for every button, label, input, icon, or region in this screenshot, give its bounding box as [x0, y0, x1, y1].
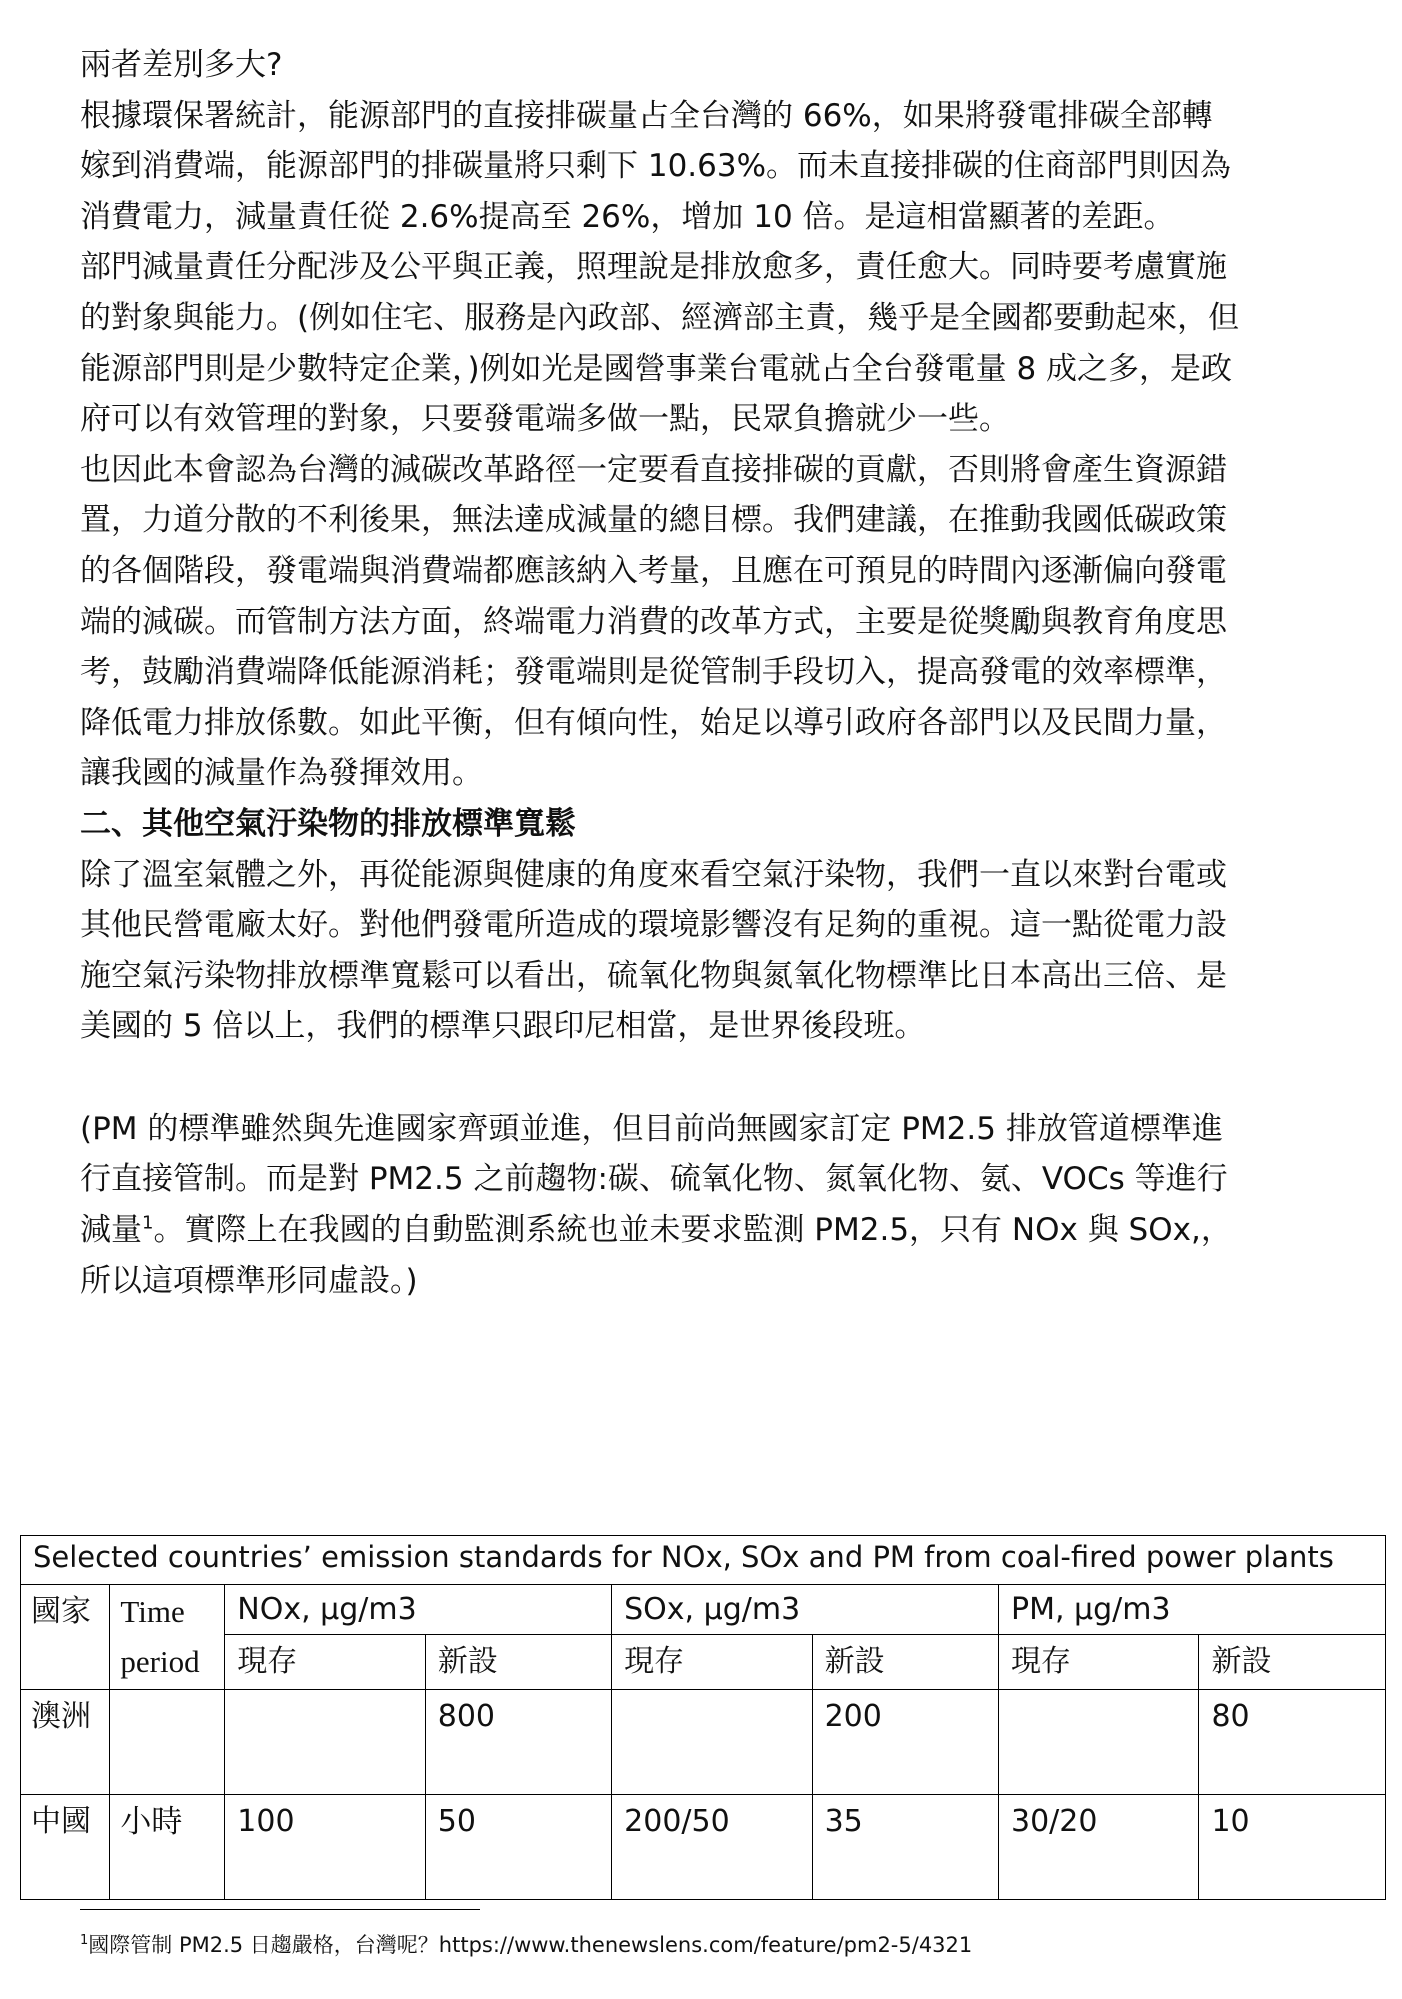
table-row [21, 1795, 1386, 1900]
table-row [21, 1690, 1386, 1795]
subheader-nox-existing: 現存 [225, 1635, 425, 1690]
footnote-divider [80, 1909, 480, 1910]
column-group-sox: SOx, µg/m3 [612, 1585, 999, 1635]
cell-pm-new: 10 [1199, 1795, 1386, 1900]
cell-period: 小時 [110, 1795, 225, 1900]
paragraph-statistics: 根據環保署統計，能源部門的直接排碳量占全台灣的 66%，如果將發電排碳全部轉嫁到消費端，能源部門的排碳量將只剩下 10.63%。而未直接排碳的住商部門則因為消費電力，減量責任從 2.6%提高至 26%，增加 10 倍。是這相當顯著的差距。 [80, 97, 1232, 235]
footnote-text[interactable]: 國際管制 PM2.5 日趨嚴格，台灣呢？https://www.thenewslens.com/feature/pm2-5/4321 [88, 1933, 973, 1957]
pm-note-part1: (PM 的標準雖然與先進國家齊頭並進，但目前尚無國家訂定 PM2.5 排放管道標準進行直接管制。而是對 PM2.5 之前趨物:碳、硫氧化物、氮氧化物、氨、VOCs 等進行減量 [80, 1110, 1228, 1249]
cell-sox-new: 35 [812, 1795, 998, 1900]
emission-standards-table [20, 1535, 1386, 1900]
section-heading: 二、其他空氣汙染物的排放標準寬鬆 [80, 805, 576, 842]
subheader-nox-new: 新設 [425, 1635, 611, 1690]
paragraph-pm-note [80, 1104, 1240, 1306]
footnote [80, 1930, 972, 1960]
cell-nox-new: 800 [425, 1690, 611, 1795]
cell-country: 澳洲 [21, 1690, 110, 1795]
subheader-pm-new: 新設 [1199, 1635, 1386, 1690]
column-group-pm: PM, µg/m3 [999, 1585, 1386, 1635]
footnote-mark: 1 [80, 1933, 89, 1948]
paragraph-recommendation: 也因此本會認為台灣的減碳改革路徑一定要看直接排碳的貢獻，否則將會產生資源錯置，力道分散的不利後果，無法達成減量的總目標。我們建議，在推動我國低碳政策的各個階段，發電端與消費端都應該納入考量，且應在可預見的時間內逐漸偏向發電端的減碳。而管制方法方面，終端電力消費的改革方式，主要是從獎勵與教育角度思考，鼓勵消費端降低能源消耗；發電端則是從管制手段切入，提高發電的效率標準，降低電力排放係數。如此平衡，但有傾向性，始足以導引政府各部門以及民間力量，讓我國的減量作為發揮效用。 [80, 451, 1227, 792]
cell-pm-existing [999, 1690, 1199, 1795]
footnote-ref[interactable]: 1 [142, 1212, 154, 1234]
cell-country: 中國 [21, 1795, 110, 1900]
column-header-time-period: Time period [110, 1585, 225, 1690]
cell-nox-new: 50 [425, 1795, 611, 1900]
paragraph-air-pollutants: 除了溫室氣體之外，再從能源與健康的角度來看空氣汙染物，我們一直以來對台電或其他民營電廠太好。對他們發電所造成的環境影響沒有足夠的重視。這一點從電力設施空氣污染物排放標準寬鬆可以看出，硫氧化物與氮氧化物標準比日本高出三倍、是美國的 5 倍以上，我們的標準只跟印尼相當，是世界後段班。 [80, 856, 1227, 1045]
cell-pm-new: 80 [1199, 1690, 1386, 1795]
cell-period [110, 1690, 225, 1795]
column-group-nox: NOx, µg/m3 [225, 1585, 612, 1635]
cell-pm-existing: 30/20 [999, 1795, 1199, 1900]
column-header-country: 國家 [21, 1585, 110, 1690]
pm-note-part2: 。實際上在我國的自動監測系統也並未要求監測 PM2.5，只有 NOx 與 SOx,，所以這項標準形同虛設。) [80, 1212, 1232, 1299]
cell-nox-existing [225, 1690, 425, 1795]
paragraph-responsibility: 部門減量責任分配涉及公平與正義，照理說是排放愈多，責任愈大。同時要考慮實施的對象與能力。(例如住宅、服務是內政部、經濟部主責，幾乎是全國都要動起來，但能源部門則是少數特定企業，)例如光是國營事業台電就占全台發電量 8 成之多，是政府可以有效管理的對象，只要發電端多做一點，民眾負擔就少一些。 [80, 249, 1240, 438]
subheader-pm-existing: 現存 [999, 1635, 1199, 1690]
cell-sox-new: 200 [812, 1690, 998, 1795]
cell-sox-existing [612, 1690, 812, 1795]
cell-nox-existing: 100 [225, 1795, 425, 1900]
paragraph-question: 兩者差別多大? [80, 47, 283, 83]
document-body [80, 40, 1240, 1306]
subheader-sox-new: 新設 [812, 1635, 998, 1690]
table-caption: Selected countries’ emission standards for NOx, SOx and PM from coal-fired power plants [21, 1536, 1386, 1585]
cell-sox-existing: 200/50 [612, 1795, 812, 1900]
subheader-sox-existing: 現存 [612, 1635, 812, 1690]
